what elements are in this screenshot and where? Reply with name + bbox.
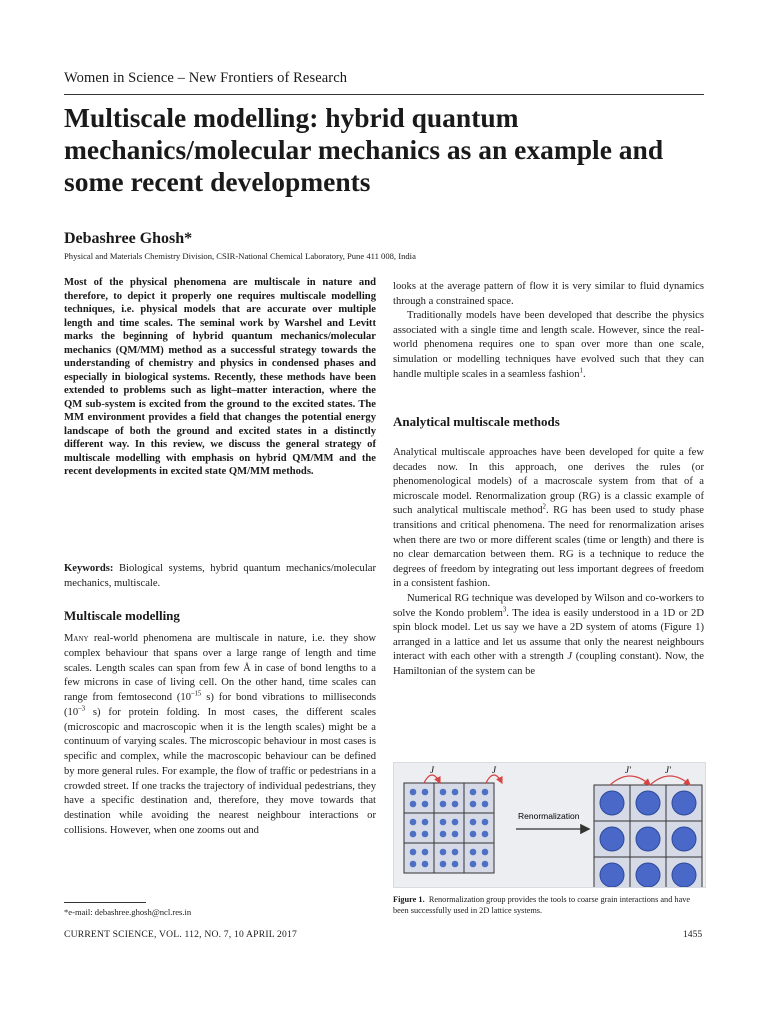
keywords-text: Biological systems, hybrid quantum mechanics/molecular mechanics, multiscale.	[64, 563, 376, 589]
fine-lattice-site	[440, 861, 447, 868]
coarse-lattice-site	[672, 791, 696, 815]
fine-lattice-site	[440, 819, 447, 826]
fine-lattice-site	[410, 801, 417, 808]
fine-lattice	[404, 783, 494, 873]
fine-lattice-site	[452, 861, 459, 868]
fine-lattice-border	[404, 783, 494, 873]
coarse-lattice-site	[636, 827, 660, 851]
para-col2-4b: . The idea is easily understood in a 1D or 2D spin block model. Let us say we have a 2D system of atoms (Figure 1) arranged in a lattice and let us assume that only the nearest neighbours interact with each other with a strength	[393, 607, 704, 663]
figure-caption-text: Renormalization group provides the tools to coarse grain interactions and have been successfully used in 2D lattice systems.	[393, 895, 691, 915]
fine-lattice-site	[452, 831, 459, 838]
para-1a: real-world phenomena are multiscale in nature, i.e. they show complex behaviour that spans over a large range of length and time scales. Length scales can span from few Å in case of bond lengths to a few microns in case of living cell. On the other hand, time scales can range from femtosecond (10	[64, 633, 376, 703]
figure-1	[393, 762, 706, 888]
fine-lattice-site	[440, 849, 447, 856]
fine-lattice-site	[470, 819, 477, 826]
section-heading-multiscale-modelling: Multiscale modelling	[64, 608, 180, 623]
keywords	[64, 561, 376, 591]
fine-lattice-site	[422, 801, 429, 808]
fine-lattice-site	[410, 831, 417, 838]
renormalization-label: Renormalization	[518, 811, 580, 821]
fine-lattice-site	[452, 849, 459, 856]
fine-lattice-site	[422, 849, 429, 856]
coupling-arrow-left-1	[424, 775, 440, 783]
fine-lattice-site	[422, 789, 429, 796]
renormalization-diagram	[394, 763, 705, 887]
author-name: Debashree Ghosh*	[64, 230, 193, 247]
footnote-rule	[64, 902, 146, 903]
footnote-email: *e-mail: debashree.ghosh@ncl.res.in	[64, 907, 192, 917]
ref-1: 1	[579, 367, 583, 375]
fine-lattice-site	[440, 801, 447, 808]
coarse-lattice-site	[600, 791, 624, 815]
keywords-label: Keywords:	[64, 563, 114, 574]
coupling-arrow-left-2	[486, 775, 502, 783]
drop-word: Many	[64, 633, 89, 644]
fine-lattice-site	[422, 831, 429, 838]
fine-lattice-site	[482, 831, 489, 838]
header-rule	[64, 94, 704, 95]
fine-lattice-site	[422, 819, 429, 826]
para-col2-3a: Analytical multiscale approaches have been developed for quite a few decades now. In this approach, one derives the rules (or phenomenological models) of a macroscale system from that of a microscale model. Renormalization group (RG) is a classic example of such analytical multiscale method	[393, 447, 704, 517]
body-text-column-2-bottom	[393, 446, 704, 680]
coarse-lattice-site	[600, 827, 624, 851]
para-1c: s) for protein folding. In most cases, the different scales (microscopic and macroscopic when it is the length scales) might be a continuum of varying scales. The microscopic behaviour in most cases is specific and complex, while the macroscopic behaviour can be defined by more general rules. For example, the flow of traffic or pedestrians in a crowded street. If one tracks the trajectory of individual pedestrians, they have a specific destination and, therefore, they move towards that destination while avoiding the nearest neighbour interactions or collisions. However, when one zooms out and	[64, 706, 376, 836]
coupling-arrow-right-2	[650, 776, 690, 785]
coarse-lattice	[594, 785, 702, 887]
coarse-lattice-site	[672, 827, 696, 851]
coarse-lattice-site	[672, 863, 696, 887]
section-heading-analytical: Analytical multiscale methods	[393, 414, 560, 429]
para-col2-4c: (coupling constant). Now, the Hamiltonian of the system can be	[393, 651, 704, 677]
fine-lattice-site	[410, 819, 417, 826]
label-J-1: J	[430, 765, 434, 775]
journal-citation: CURRENT SCIENCE, VOL. 112, NO. 7, 10 APRIL 2017	[64, 929, 298, 940]
fine-lattice-site	[470, 861, 477, 868]
ref-3: 3	[502, 606, 507, 613]
exponent-1: –15	[191, 690, 202, 698]
fine-lattice-site	[440, 831, 447, 838]
fine-lattice-site	[410, 849, 417, 856]
para-col2-2: Traditionally models have been developed that describe the physics associated with a single time and length scale. However, since the real-world phenomena requires one to span over more than one scale, simulation or modelling techniques have evolved such that they can handle multiple scales in a seamless fashion$^1$.	[393, 310, 704, 380]
para-col2-4a: Numerical RG technique was developed by Wilson and co-workers to solve the Kondo problem	[393, 592, 704, 619]
fine-lattice-site	[482, 861, 489, 868]
label-J-prime-1: J′	[625, 765, 631, 775]
coarse-lattice-site	[636, 791, 660, 815]
para-col2-4	[393, 592, 704, 680]
coupling-symbol: J	[567, 651, 573, 663]
fine-lattice-site	[440, 789, 447, 796]
exponent-2: –3	[78, 705, 85, 713]
fine-lattice-site	[452, 801, 459, 808]
fine-lattice-site	[452, 789, 459, 796]
fine-lattice-site	[470, 789, 477, 796]
body-text-column-1	[64, 632, 376, 839]
fine-lattice-site	[470, 849, 477, 856]
body-text-column-2-top	[393, 280, 704, 382]
coarse-lattice-site	[636, 863, 660, 887]
article-title: Multiscale modelling: hybrid quantum mechanics/molecular mechanics as an example and some recent developments	[64, 102, 664, 197]
fine-lattice-site	[482, 849, 489, 856]
abstract: Most of the physical phenomena are multiscale in nature and therefore, to depict it properly one requires multiscale modelling techniques, i.e. physical models that are accurate over multiple length and time scales. The seminal work by Warshel and Levitt marks the beginning of hybrid quantum mechanics/molecular mechanics (QM/MM) method as a successful strategy towards the understanding of chemistry and physics in condensed phases and especially in biological systems. Recently, these methods have been extended to problems such as light–matter interaction, where the QM sub-system is excited from the ground to the excited states. The MM environment provides a field that changes the potential energy landscape of both the ground and excited states in a distinctly different way. In this review, we discuss the general strategy of multiscale modelling with emphasis on hybrid QM/MM and the recent developments in excited state QM/MM methods.	[64, 277, 376, 477]
fine-lattice-site	[470, 801, 477, 808]
coupling-arrow-right-1	[610, 776, 650, 785]
fine-lattice-site	[470, 831, 477, 838]
fine-lattice-site	[410, 789, 417, 796]
figure-caption	[393, 894, 704, 916]
fine-lattice-site	[422, 861, 429, 868]
label-J-prime-2: J′	[665, 765, 671, 775]
author-affiliation: Physical and Materials Chemistry Division, CSIR-National Chemical Laboratory, Pune 411 008, India	[64, 251, 416, 261]
para-col2-1: looks at the average pattern of flow it is very similar to fluid dynamics through a constrained space.	[393, 281, 704, 307]
label-J-2: J	[492, 765, 496, 775]
fine-lattice-site	[482, 789, 489, 796]
coarse-lattice-site	[600, 863, 624, 887]
page-number: 1455	[683, 929, 703, 940]
fine-lattice-site	[452, 819, 459, 826]
para-1b: s) for bond vibrations to milliseconds (10	[64, 692, 376, 718]
fine-lattice-site	[410, 861, 417, 868]
ref-2: 2	[542, 503, 546, 511]
para-col2-2-text: Traditionally models have been developed that describe the physics associated with a single time and length scale. However, since the real-world phenomena requires one to span over more than one scale, simulation or modelling techniques have evolved such that they can handle multiple scales in a seamless fashion	[393, 310, 704, 380]
fine-lattice-site	[482, 819, 489, 826]
para-col2-3b: . RG has been used to study phase transitions and critical phenomena. The need for renormalization arises when there are two or more different scales (time or length) and there is no clear demarcation between them. RG is a technique to reduce the degrees of freedom by integrating out less important degrees of freedom in a consistent fashion.	[393, 505, 704, 590]
figure-caption-label: Figure 1.	[393, 895, 425, 904]
para-col2-3	[393, 446, 704, 592]
fine-lattice-site	[482, 801, 489, 808]
journal-section-header: Women in Science – New Frontiers of Research	[64, 70, 348, 86]
